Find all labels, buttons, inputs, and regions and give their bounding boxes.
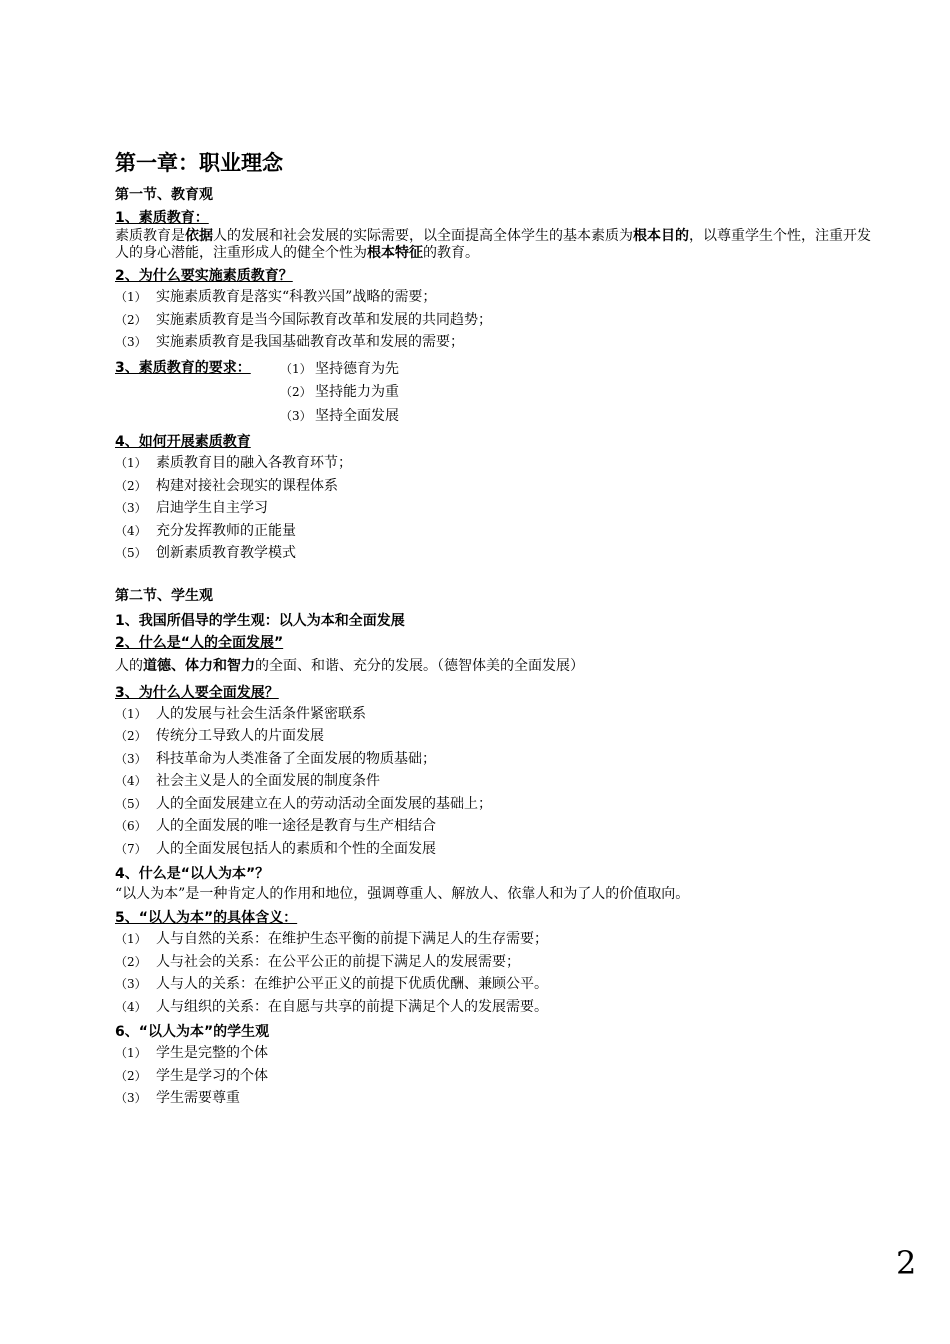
question-heading: 1、我国所倡导的学生观：以人为本和全面发展 (115, 612, 405, 629)
list-item (115, 497, 875, 520)
list (115, 286, 875, 354)
item-number: （4） (115, 523, 147, 538)
item-number: （3） (280, 408, 312, 423)
item-number: （4） (115, 774, 147, 788)
item-text: 人与人的关系：在维护公平正义的前提下优质优酬、兼顾公平。 (156, 976, 548, 992)
item-text: 人与自然的关系：在维护生态平衡的前提下满足人的生存需要； (156, 931, 548, 947)
item-number: （2） (115, 954, 147, 969)
item-number: （1） (115, 456, 147, 470)
item-text: 充分发挥教师的正能量 (156, 522, 296, 539)
list-item (115, 725, 875, 748)
item-text: 传统分工导致人的片面发展 (156, 728, 324, 744)
list (115, 1042, 875, 1110)
question-heading: 2、为什么要实施素质教育？ (115, 268, 293, 284)
list-item (115, 928, 875, 951)
page-number: 2 (896, 1244, 917, 1282)
list-item (115, 951, 875, 974)
question-heading: 1、素质教育： (115, 210, 209, 226)
item-number: （3） (115, 335, 147, 349)
item-text: 人的全面发展的唯一途径是教育与生产相结合 (156, 818, 436, 834)
list-item (115, 542, 875, 565)
text-run: 素质教育是 (115, 228, 185, 244)
bold-term: 道德、体力和智力 (143, 657, 255, 674)
list-item (115, 770, 875, 793)
item-text: 启迪学生自主学习 (156, 500, 268, 516)
item-text: 坚持能力为重 (315, 384, 399, 400)
list-item (115, 1087, 875, 1110)
requirements-block (115, 358, 875, 429)
list-item (115, 475, 875, 498)
list-item (115, 1042, 875, 1065)
text-run: 的教育。 (423, 245, 479, 261)
list-item (115, 815, 875, 838)
item-number: （3） (115, 977, 147, 991)
item-number: （6） (115, 819, 147, 833)
list-item (115, 452, 875, 475)
item-text: 人的全面发展建立在人的劳动活动全面发展的基础上； (156, 795, 492, 812)
item-number: （7） (115, 841, 147, 856)
question-heading: 2、什么是“人的全面发展” (115, 634, 284, 651)
item-text: 实施素质教育是当今国际教育改革和发展的共同趋势； (156, 311, 492, 328)
text-run: 的全面、和谐、充分的发展。（德智体美的全面发展） (255, 657, 584, 674)
bold-term: 根本目的 (633, 228, 689, 244)
item-text: 学生需要尊重 (156, 1090, 240, 1106)
question-heading: 4、如何开展素质教育 (115, 434, 251, 450)
item-text: 学生是完整的个体 (156, 1045, 268, 1061)
item-text: 坚持全面发展 (315, 407, 399, 424)
section-title: 第一节、教育观 (115, 187, 213, 203)
list-item (115, 286, 875, 309)
list (115, 928, 875, 1018)
item-number: （2） (115, 478, 147, 493)
item-text: 实施素质教育是我国基础教育改革和发展的需要； (156, 334, 464, 350)
text-run: 人的 (115, 657, 143, 674)
item-text: 人与社会的关系：在公平公正的前提下满足人的发展需要； (156, 953, 520, 970)
definition-paragraph (115, 228, 875, 262)
item-text: 社会主义是人的全面发展的制度条件 (156, 773, 380, 789)
item-text: 构建对接社会现实的课程体系 (156, 477, 338, 494)
list-item (115, 838, 875, 861)
question-heading: 5、“以人为本”的具体含义： (115, 910, 298, 926)
list (115, 703, 875, 861)
text-run: 人的发展和社会发展的实际需要，以全面提高全体学生的基本素质为 (213, 228, 633, 244)
bold-term: 依据 (185, 228, 213, 244)
list-item (115, 358, 875, 382)
question-heading: 6、“以人为本”的学生观 (115, 1024, 270, 1040)
item-text: 创新素质教育教学模式 (156, 545, 296, 561)
list-item (115, 793, 875, 816)
text-run: ，以尊重学生个性，注重开发人的身心潜能，注重形成人的健全个性为 (115, 228, 871, 261)
list-item (115, 381, 875, 405)
item-number: （5） (115, 796, 147, 811)
item-text: 素质教育目的融入各教育环节； (156, 455, 352, 471)
list-item (115, 748, 875, 771)
list-item (115, 1065, 875, 1088)
item-number: （1） (115, 290, 147, 304)
item-number: （1） (115, 706, 147, 721)
list-item (115, 405, 875, 429)
item-text: 人的发展与社会生活条件紧密联系 (156, 705, 366, 722)
list-item (115, 520, 875, 543)
item-number: （2） (115, 1068, 147, 1083)
item-number: （1） (115, 932, 147, 946)
item-number: （3） (115, 751, 147, 766)
item-number: （2） (115, 312, 147, 327)
item-number: （4） (115, 999, 147, 1014)
bold-term: 根本特征 (367, 245, 423, 261)
definition-paragraph (115, 653, 875, 679)
page-content (115, 148, 875, 1110)
item-text: 实施素质教育是落实“科教兴国”战略的需要； (156, 289, 437, 305)
chapter-title: 第一章：职业理念 (115, 151, 283, 175)
question-heading: 3、为什么人要全面发展？ (115, 684, 279, 701)
item-number: （3） (115, 1091, 147, 1105)
item-number: （2） (280, 385, 312, 399)
list-item (115, 309, 875, 332)
item-text: 人的全面发展包括人的素质和个性的全面发展 (156, 840, 436, 857)
question-heading: 4、什么是“以人为本”？ (115, 866, 270, 882)
question-heading: 3、素质教育的要求： (115, 359, 251, 376)
section-title: 第二节、学生观 (115, 587, 213, 604)
list (115, 452, 875, 565)
list-item (115, 703, 875, 726)
item-number: （2） (115, 729, 147, 743)
item-number: （1） (280, 361, 312, 376)
item-number: （1） (115, 1046, 147, 1060)
item-text: 学生是学习的个体 (156, 1067, 268, 1084)
item-text: 坚持德育为先 (315, 360, 399, 377)
item-number: （3） (115, 501, 147, 515)
list-item (115, 996, 875, 1019)
item-text: 人与组织的关系：在自愿与共享的前提下满足个人的发展需要。 (156, 998, 548, 1015)
definition-paragraph: “以人为本”是一种肯定人的作用和地位，强调尊重人、解放人、依靠人和为了人的价值取向。 (115, 886, 690, 902)
item-text: 科技革命为人类准备了全面发展的物质基础； (156, 750, 436, 767)
list-item (115, 973, 875, 996)
item-number: （5） (115, 546, 147, 560)
list-item (115, 331, 875, 354)
